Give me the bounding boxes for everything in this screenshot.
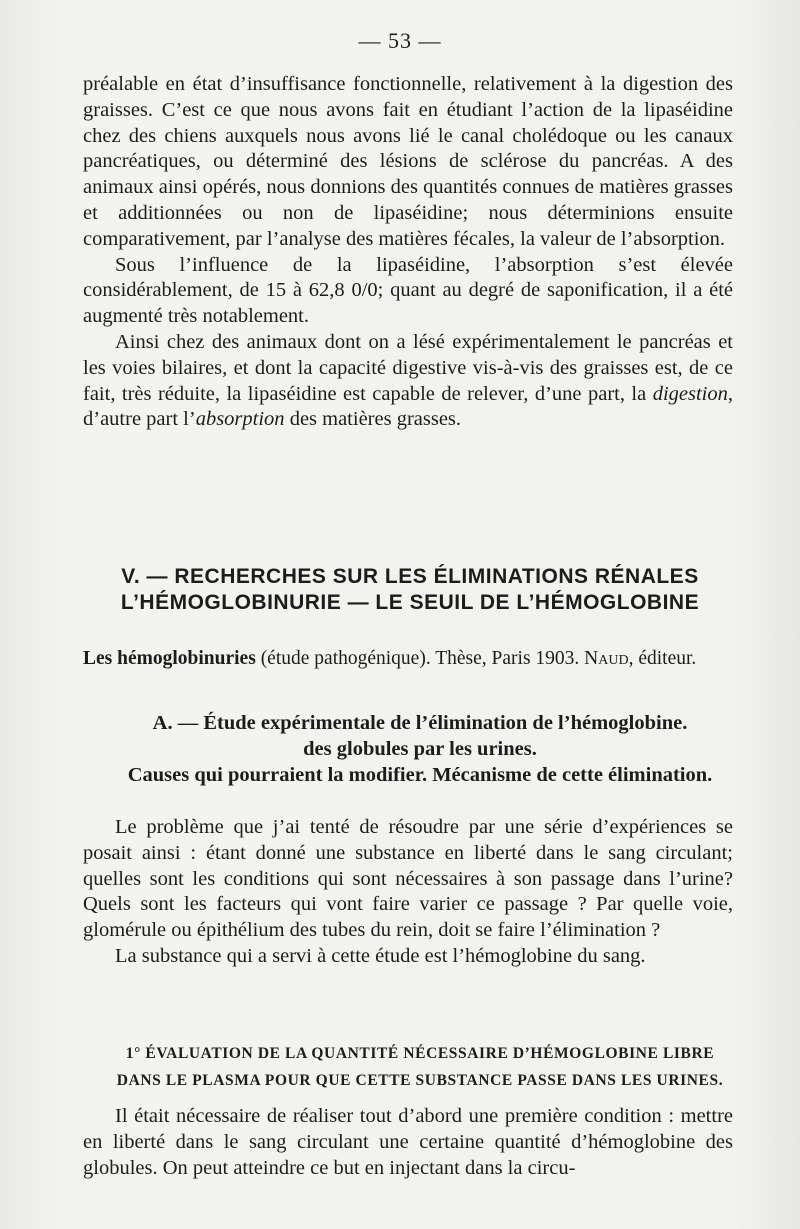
hemoglobin-text-block — [83, 815, 733, 970]
italic-term: absorption — [195, 408, 285, 431]
section-heading-line: L’HÉMOGLOBINURIE — LE SEUIL DE L’HÉMOGLOBINE — [120, 591, 700, 614]
paragraph: Il était nécessaire de réaliser tout d’abord une première condition : mettre en liberté dans le sang circulant une certaine quantité d’hémoglobine des globules. On peut atteindre ce but en injectant dans la circu- — [83, 1105, 733, 1179]
reference-title: Les hémoglobinuries — [83, 648, 256, 669]
paragraph-text: Ainsi chez des animaux dont on a lésé expérimentalement le pancréas et les voies bilaires, et dont la capacité digestive vis-à-vis des graisses est, de ce fait, très réduite, la lipaséidine est capable de relever, d’une part, la — [83, 330, 733, 405]
paragraph — [83, 330, 733, 433]
paragraph-text: , d’autre part l’ — [83, 382, 733, 431]
paragraph: préalable en état d’insuffisance fonctionnelle, relativement à la digestion des graisses. C’est ce que nous avons fait en étudiant l’action de la lipaséidine chez des chiens auxquels nous avons lié le canal cholédoque ou les canaux pancréatiques, ou déterminé des lésions de sclérose du pancréas. A des animaux ainsi opérés, nous donnions des quantités connues de matières grasses et additionnées ou non de lipaséidine; nous déterminions ensuite comparativement, par l’analyse des matières fécales, la valeur de l’absorption. — [83, 73, 733, 250]
paragraph: Sous l’influence de la lipaséidine, l’absorption s’est élevée considérablement, de 15 à 62,8 0/0; quant au degré de saponification, il a été augmenté très notablement. — [83, 253, 733, 328]
numbered-heading-line: 1° ÉVALUATION DE LA QUANTITÉ NÉCESSAIRE D’HÉMOGLOBINE LIBRE — [125, 1045, 715, 1062]
section-heading — [60, 564, 760, 616]
final-text-block — [83, 1104, 733, 1181]
reference-details: (étude pathogénique). Thèse, Paris 1903. — [255, 648, 585, 669]
numbered-heading — [90, 1040, 750, 1094]
bibliographic-reference — [83, 646, 743, 671]
subsection-heading-line: des globules par les urines. — [303, 738, 537, 760]
subsection-heading-line: A. — Étude expérimentale de l’élimination de l’hémoglobine. — [152, 712, 688, 734]
page-number: — 53 — — [358, 28, 442, 53]
subsection-heading — [90, 710, 750, 788]
numbered-heading-line: DANS LE PLASMA POUR QUE CETTE SUBSTANCE PASSE DANS LES URINES. — [116, 1072, 724, 1089]
italic-term: digestion — [652, 382, 728, 405]
subsection-heading-line: Causes qui pourraient la modifier. Mécanisme de cette élimination. — [127, 764, 713, 786]
reference-publisher: Naud — [584, 648, 629, 669]
paragraph: Le problème que j’ai tenté de résoudre par une série d’expériences se posait ainsi : étant donné une substance en liberté dans le sang circulant; quelles sont les conditions qui sont nécessaires à son passage dans l’urine? Quels sont les facteurs qui vont faire varier ce passage ? Par quelle voie, glomérule ou épithélium des tubes du rein, doit se faire l’élimination ? — [83, 816, 733, 942]
lipaseidine-text-block — [83, 72, 733, 433]
reference-end: , éditeur. — [628, 648, 697, 669]
paragraph: La substance qui a servi à cette étude est l’hémoglobine du sang. — [115, 944, 646, 967]
paragraph-text: des matières grasses. — [284, 408, 462, 431]
section-heading-line: V. — RECHERCHES SUR LES ÉLIMINATIONS RÉNALES — [121, 565, 699, 588]
